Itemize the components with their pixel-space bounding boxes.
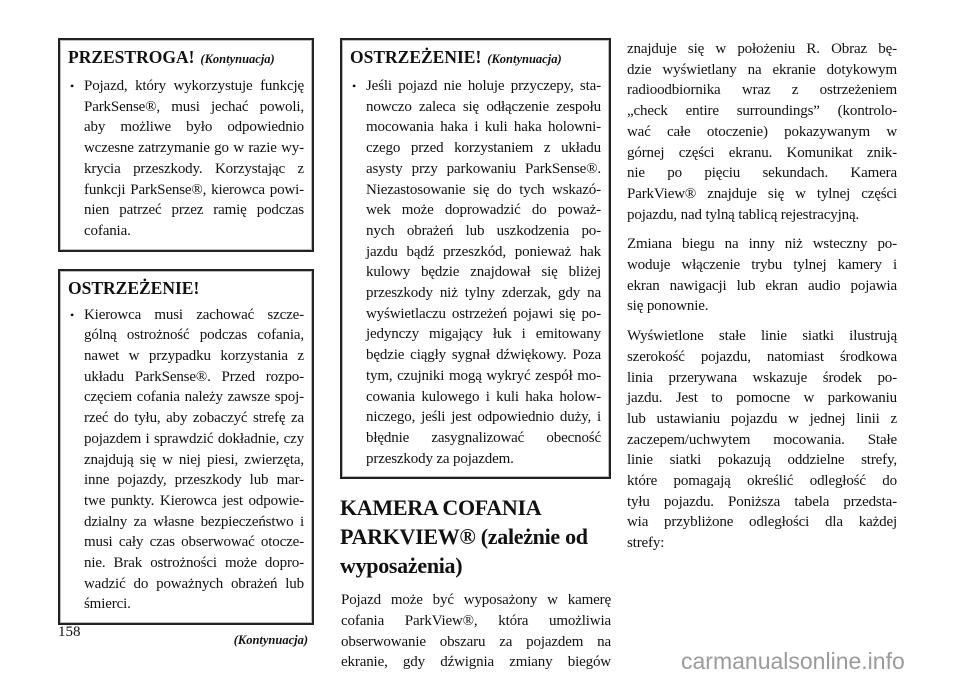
text-line: cofania ParkView®, która umożliwia bbox=[341, 613, 611, 630]
text-line: linia przerywana wskazuje środek po- bbox=[627, 369, 897, 386]
text-line: twe punkty. Kierowca jest odpowie- bbox=[84, 492, 304, 509]
text-line: linie siatki pokazują oddzielne strefy, bbox=[627, 452, 897, 469]
text-line: gólną ostrożność podczas cofania, bbox=[84, 327, 304, 344]
bullet-icon: • bbox=[70, 79, 75, 93]
text-line: tyłu pojazdu. Poniższa tabela przedsta- bbox=[627, 493, 897, 510]
text-line: strefy: bbox=[627, 535, 665, 552]
body-column bbox=[627, 39, 897, 563]
text-line: Pojazd może być wyposażony w kamerę bbox=[341, 592, 611, 609]
text-line: krycia przeszkody. Korzystając z bbox=[84, 160, 304, 177]
text-line: rzeć do tyłu, aby zobaczyć strefę za bbox=[84, 410, 304, 427]
text-line: radioodbiornika wraz z ostrzeżeniem bbox=[627, 82, 897, 99]
text-line: Pojazd, który wykorzystuje funkcję bbox=[84, 78, 304, 94]
text-line: błędnie zasygnalizować obecność bbox=[366, 429, 601, 446]
text-line: nowczo zaleca się odłączenie zespołu bbox=[366, 98, 601, 115]
text-line: aby możliwe było odpowiednio bbox=[84, 119, 304, 136]
warning-box-continued bbox=[340, 38, 611, 479]
text-line: funkcji ParkSense®, kierowca powi- bbox=[84, 181, 304, 198]
text-line: niczego, jeśli jest odpowiednio duży, i bbox=[366, 409, 601, 426]
heading-line: PARKVIEW® (zależnie od bbox=[340, 524, 588, 550]
text-line: ekran nawigacji lub ekran audio pojawia bbox=[627, 277, 897, 294]
continued-label: (Kontynuacja) bbox=[200, 52, 275, 66]
text-line: jazdu bądź przeszkód, ponieważ hak bbox=[366, 243, 601, 260]
text-line: dzie wyświetlany na ekranie dotykowym bbox=[627, 61, 897, 78]
caution-title bbox=[68, 46, 304, 70]
text-line: wek może doprowadzić do poważ- bbox=[366, 202, 601, 219]
text-line: śmierci. bbox=[84, 596, 131, 613]
text-line: Jeśli pojazd nie holuje przyczepy, sta- bbox=[366, 78, 601, 94]
text-line: znajdują się w niej piesi, zwierzęta, bbox=[84, 451, 304, 468]
text-line: cofania. bbox=[84, 222, 131, 239]
watermark: carmanualsonline.info bbox=[681, 648, 905, 674]
heading-line: wyposażenia) bbox=[340, 553, 463, 579]
text-line: inne pojazdy, przeszkody lub mar- bbox=[84, 472, 304, 489]
text-line: „check entire surroundings” (kontrolo- bbox=[627, 103, 897, 120]
paragraph bbox=[627, 39, 897, 225]
bullet-icon: • bbox=[352, 79, 357, 93]
text-line: wyświetlaczu ostrzeżeń pojawi się po- bbox=[366, 305, 601, 322]
text-line: szerokość pojazdu, natomiast środkowa bbox=[627, 348, 897, 365]
text-line: kulowy będzie znajdował się bliżej bbox=[366, 264, 601, 281]
text-line: jedynczy migający łuk i emitowany bbox=[366, 326, 601, 343]
text-line: obserwowanie obszaru za pojazdem na bbox=[341, 633, 611, 650]
warning-title: OSTRZEŻENIE! bbox=[68, 277, 200, 298]
text-line: pojazdu, nad tylną tablicą rejestracyjną. bbox=[627, 206, 860, 223]
continued-footer: (Kontynuacja) bbox=[233, 633, 308, 648]
text-line: które pomagają określić odległość do bbox=[627, 473, 897, 490]
caution-box bbox=[58, 38, 314, 252]
bullet-item bbox=[68, 76, 304, 242]
bullet-item bbox=[68, 305, 304, 616]
text-line: tym, czujniki mogą wykryć zespół mo- bbox=[366, 367, 601, 384]
text-line: górnej części ekranu. Komunikat znik- bbox=[627, 144, 897, 161]
text-line: wczesne zatrzymanie go w razie wy- bbox=[84, 140, 304, 157]
text-line: czego przed korzystaniem z układu bbox=[366, 140, 601, 157]
bullet-icon: • bbox=[70, 307, 75, 322]
text-line: nie. Brak ostrożności może dopro- bbox=[84, 555, 304, 572]
text-line: nie po pięciu sekundach. Kamera bbox=[627, 165, 897, 182]
text-line: wadzić do poważnych obrażeń lub bbox=[84, 575, 304, 592]
text-line: wać całe otoczenie) pokazywanym w bbox=[627, 123, 897, 140]
warning-title bbox=[350, 46, 601, 70]
middle-column bbox=[340, 38, 611, 673]
text-line: się ponownie. bbox=[627, 298, 709, 315]
text-line: przeszkody niż tylny zderzak, gdy na bbox=[366, 285, 601, 302]
text-line: nych obrażeń lub uszkodzenia po- bbox=[366, 222, 601, 239]
text-line: zaczepem/uchwytem mocowania. Stałe bbox=[627, 431, 897, 448]
text-line: woduje włączenie trybu tylnej kamery i bbox=[627, 257, 897, 274]
section-intro bbox=[340, 590, 611, 673]
text-line: układu ParkSense®. Przed rozpo- bbox=[84, 368, 304, 385]
text-line: asysty przy parkowaniu ParkSense®. bbox=[366, 160, 601, 177]
text-line: będzie ciągły sygnał dźwiękowy. Poza bbox=[366, 347, 601, 364]
text-line: nien patrzeć przez ramię podczas bbox=[84, 202, 304, 219]
text-line: ParkSense®, musi jechać powoli, bbox=[84, 98, 304, 115]
text-line: częciem cofania należy zawsze spoj- bbox=[84, 389, 304, 406]
text-line: znajduje się w położeniu R. Obraz bę- bbox=[627, 41, 897, 57]
text-line: ekranie, gdy dźwignia zmiany biegów bbox=[341, 654, 611, 671]
page-number: 158 bbox=[58, 624, 81, 640]
text-line: Zmiana biegu na inny niż wsteczny po- bbox=[627, 236, 897, 253]
left-column bbox=[58, 38, 314, 648]
text-line: przeszkody za pojazdem. bbox=[366, 450, 514, 467]
continued-label: (Kontynuacja) bbox=[487, 52, 562, 66]
text-line: dzialny za własne bezpieczeństwo i bbox=[84, 513, 304, 530]
text-line: pojazdem i sprawdzić dokładnie, czy bbox=[84, 430, 304, 447]
paragraph bbox=[627, 234, 897, 317]
warning-box bbox=[58, 269, 314, 626]
text-line: cowania kulowego i kuli haka holow- bbox=[366, 388, 601, 405]
section-heading bbox=[340, 493, 611, 580]
bullet-item bbox=[350, 76, 601, 469]
text-line: Kierowca musi zachować szcze- bbox=[84, 306, 304, 323]
text-line: wia przybliżone odległości dla każdej bbox=[627, 514, 897, 531]
text-line: jazdu. Jest to pomocne w parkowaniu bbox=[627, 390, 897, 407]
text-line: Niezastosowanie się do tych wskazó- bbox=[366, 181, 601, 198]
text-line: mocowania haka i kuli haka holowni- bbox=[366, 119, 601, 136]
text-line: Wyświetlone stałe linie siatki ilustrują bbox=[627, 328, 897, 345]
warning-title-text: OSTRZEŻENIE! bbox=[350, 47, 482, 67]
caution-title-text: PRZESTROGA! bbox=[68, 47, 195, 67]
text-line: ParkView® znajduje się w tylnej części bbox=[627, 185, 897, 202]
heading-line: KAMERA COFANIA bbox=[340, 495, 542, 521]
paragraph bbox=[627, 326, 897, 554]
text-line: nawet w przypadku korzystania z bbox=[84, 348, 304, 365]
text-line: lub ustawianiu pojazdu w jednej linii z bbox=[627, 410, 897, 427]
text-line: musi cały czas obserwować otocze- bbox=[84, 534, 304, 551]
